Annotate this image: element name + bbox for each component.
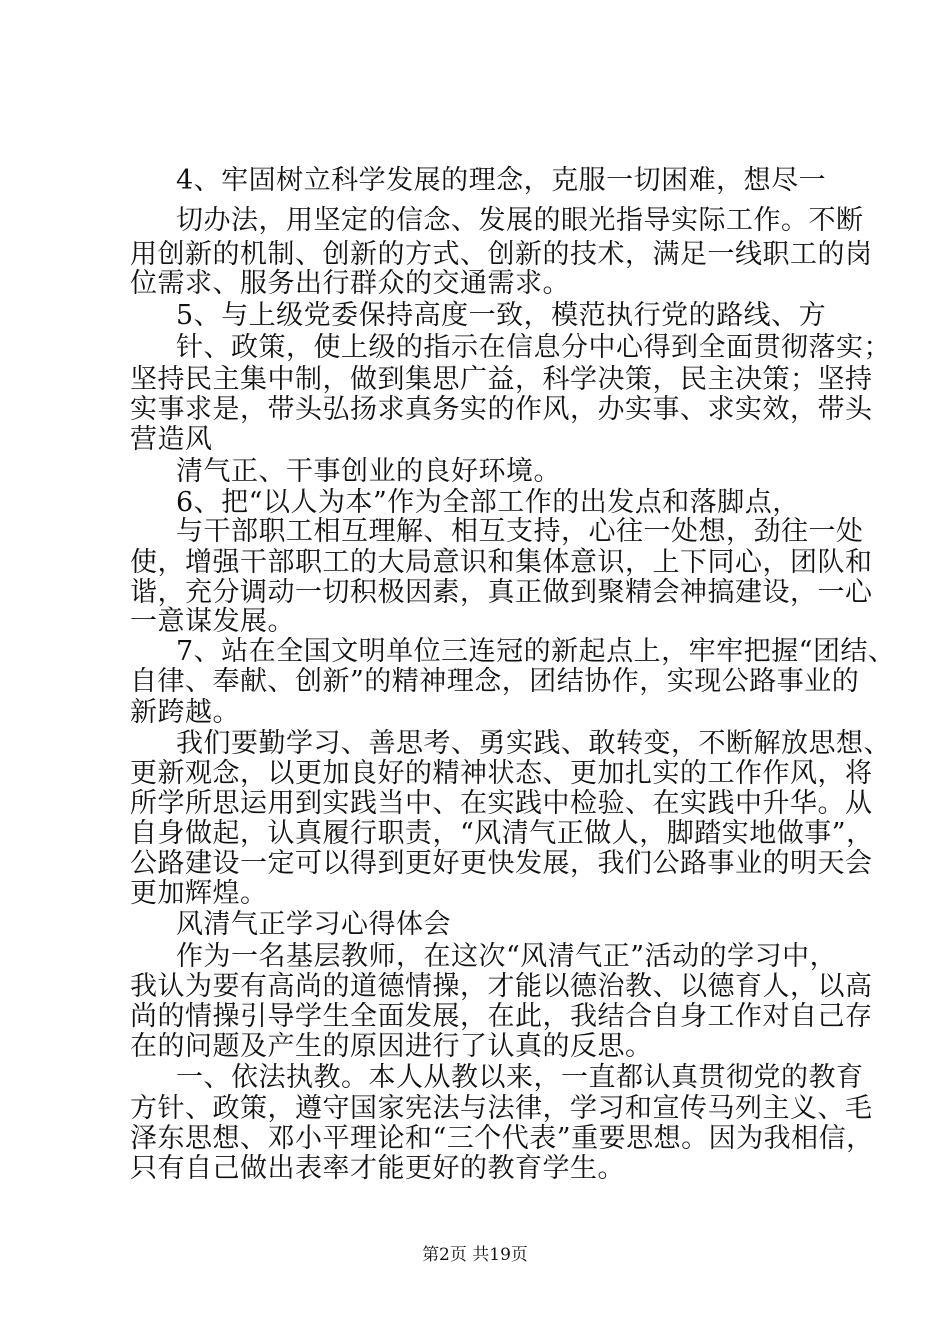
text-line: 5、与上级党委保持高度一致，模范执行党的路线、方 <box>176 300 827 331</box>
text-line: 清气正、干事创业的良好环境。 <box>176 456 561 487</box>
text-line: 公路建设一定可以得到更好更快发展，我们公路事业的明天会 <box>130 848 873 879</box>
text-line: 方针、政策，遵守国家宪法与法律，学习和宣传马列主义、毛 <box>130 1093 873 1124</box>
section-heading: 风清气正学习心得体会 <box>176 909 451 940</box>
text-line: 用创新的机制、创新的方式、创新的技术，满足一线职工的岗 <box>130 239 873 270</box>
text-line: 4、牢固树立科学发展的理念，克服一切困难，想尽一 <box>176 165 827 196</box>
text-line: 只有自己做出表率才能更好的教育学生。 <box>130 1153 625 1184</box>
text-line: 所学所思运用到实践当中、在实践中检验、在实践中升华。从 <box>130 788 873 819</box>
text-line: 谐，充分调动一切积极因素，真正做到聚精会神搞建设，一心 <box>130 577 873 608</box>
text-line: 切办法，用坚定的信念、发展的眼光指导实际工作。不断 <box>176 205 864 236</box>
text-line: 新跨越。 <box>130 697 240 728</box>
text-line: 7、站在全国文明单位三连冠的新起点上，牢牢把握“团结、 <box>176 636 896 667</box>
text-line: 泽东思想、邓小平理论和“三个代表”重要思想。因为我相信， <box>130 1123 874 1154</box>
text-line: 营造风 <box>130 424 213 455</box>
text-line: 针、政策，使上级的指示在信息分中心得到全面贯彻落实； <box>176 332 891 363</box>
text-line: 尚的情操引导学生全面发展，在此，我结合自身工作对自己存 <box>130 1001 873 1032</box>
text-line: 自律、奉献、创新”的精神理念，团结协作，实现公路事业的 <box>130 666 860 697</box>
text-line: 我们要勤学习、善思考、勇实践、敢转变，不断解放思想、 <box>176 728 891 759</box>
text-line: 坚持民主集中制，做到集思广益，科学决策，民主决策；坚持 <box>130 364 873 395</box>
text-line: 自身做起，认真履行职责，“风清气正做人，脚踏实地做事”， <box>130 818 874 849</box>
text-line: 与干部职工相互理解、相互支持，心往一处想，劲往一处 <box>176 516 864 547</box>
text-line: 6、把“以人为本”作为全部工作的出发点和落脚点， <box>176 487 800 518</box>
text-line: 更加辉煌。 <box>130 878 268 909</box>
text-line: 实事求是，带头弘扬求真务实的作风，办实事、求实效，带头 <box>130 394 873 425</box>
text-line: 我认为要有高尚的道德情操，才能以德治教、以德育人，以高 <box>130 971 873 1002</box>
text-line: 更新观念，以更加良好的精神状态、更加扎实的工作作风，将 <box>130 758 873 789</box>
text-line: 作为一名基层教师，在这次“风清气正”活动的学习中， <box>176 941 838 972</box>
text-line: 一意谋发展。 <box>130 606 295 637</box>
text-line: 使，增强干部职工的大局意识和集体意识，上下同心，团队和 <box>130 547 873 578</box>
text-line: 位需求、服务出行群众的交通需求。 <box>130 268 570 299</box>
text-line: 一、依法执教。本人从教以来，一直都认真贯彻党的教育 <box>176 1062 864 1093</box>
page-number-footer: 第2页 共19页 <box>422 1245 528 1265</box>
text-line: 在的问题及产生的原因进行了认真的反思。 <box>130 1031 653 1062</box>
